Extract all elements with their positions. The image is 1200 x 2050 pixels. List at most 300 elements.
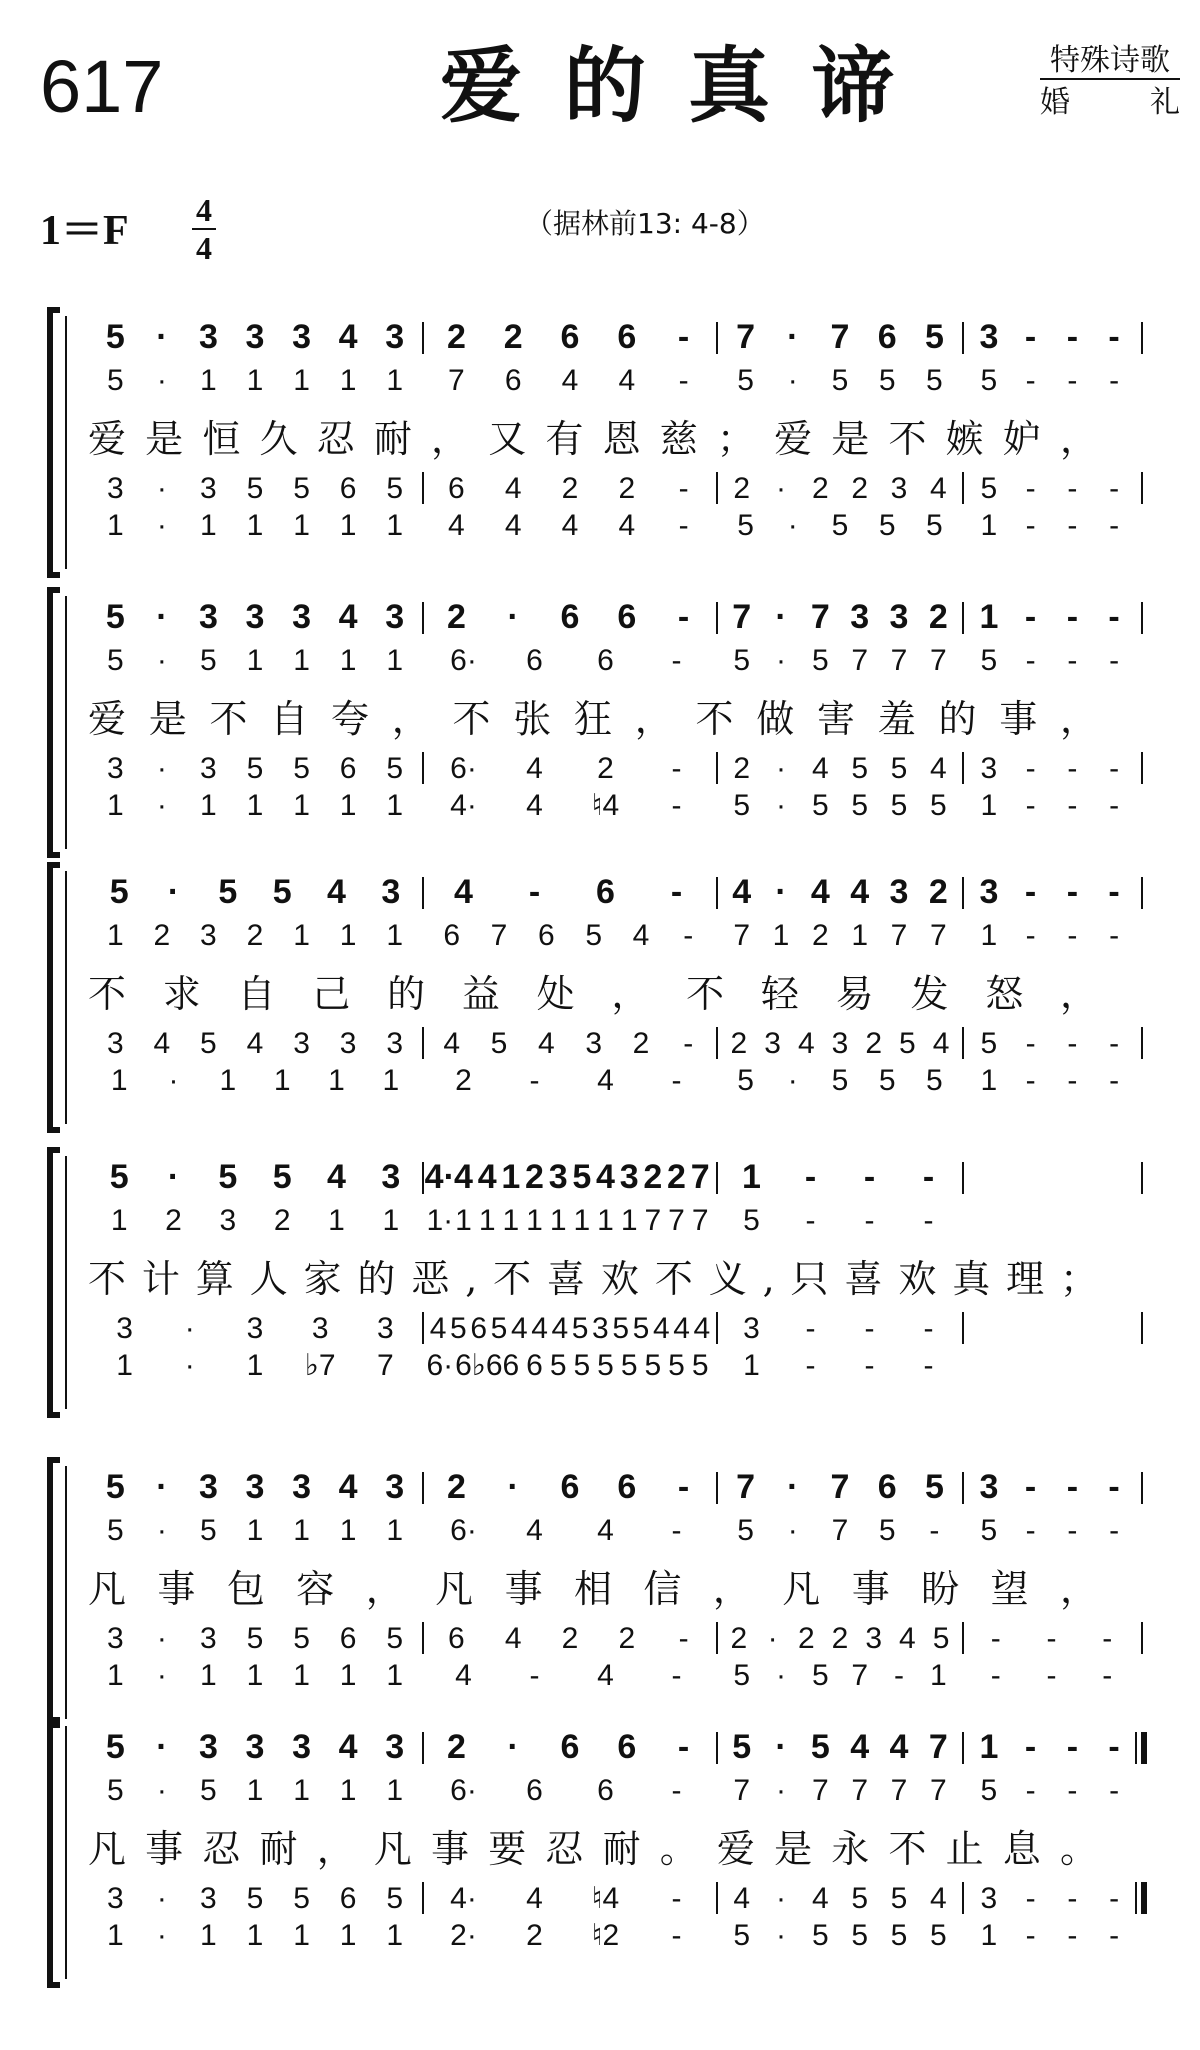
soprano-note: · [156,598,168,636]
alto-note: 7 [811,1774,829,1807]
bass-note: · [156,789,167,822]
tenor-note: 3 [980,752,998,785]
bass-note: - [1067,1064,1078,1097]
alto-note: 1 [293,364,310,397]
tenor-note: 5 [450,1312,467,1345]
tenor-note: 3 [311,1312,329,1345]
alto-note: - [1109,919,1120,952]
bass-note: ♭6 [471,1349,503,1382]
alto-note: 1 [328,1204,345,1237]
alto-note: 1 [293,1774,310,1807]
alto-note: 1 [455,1204,472,1237]
alto-note: - [1109,1514,1120,1547]
bass-note: ♮2 [591,1919,620,1952]
bass-note: - [990,1659,1001,1692]
alto-note: 5 [106,364,124,397]
tenor-note: 3 [200,1622,217,1655]
alto-note: 3 [200,919,217,952]
bass-note: 5 [890,1919,908,1952]
tenor-note: 2 [561,1622,579,1655]
soprano-note: 6 [877,1468,897,1506]
soprano-note: - [1066,598,1079,636]
tenor-note: · [776,472,786,505]
tenor-note: 2 [597,752,614,785]
soprano-note: · [507,1468,519,1506]
alto-note: 1 [339,919,357,952]
tenor-note: 5 [980,472,998,505]
tenor-note: 4 [929,752,947,785]
tenor-note: 5 [246,1622,264,1655]
soprano-note: 7 [732,598,752,636]
alto-note: 6· [450,644,477,677]
alto-note: 5 [743,1204,760,1237]
bass-note: 5 [926,509,943,542]
bass-note: 6 [526,1349,543,1382]
tenor-note: 5 [490,1312,508,1345]
bass-note: 1 [200,1919,217,1952]
tenor-note: 6 [470,1312,488,1345]
lyrics-line: 爱是不自夸，不张狂，不做害羞的事， [88,697,1098,741]
bass-note: · [156,509,167,542]
soprano-note: 6 [617,1728,637,1766]
bass-note: · [776,789,786,822]
tenor-note: - [1109,1882,1120,1915]
tenor-note: 2 [632,1027,650,1060]
tenor-note: - [1025,1027,1036,1060]
bass-note: 5 [737,1064,754,1097]
soprano-note: 2 [446,1728,466,1766]
soprano-note: 3 [245,1468,265,1506]
soprano-note: 1 [979,1728,999,1766]
soprano-note: 4 [596,1158,615,1196]
soprano-note: - [677,318,690,356]
soprano-note: 7 [810,598,830,636]
alto-note: · [156,644,167,677]
soprano-note: · [156,318,168,356]
soprano-note: 5 [572,1158,592,1196]
soprano-note: - [677,1468,690,1506]
scripture-reference: （据林前13: 4-8） [525,207,765,240]
bass-note: - [1102,1659,1113,1692]
bass-note: 4 [504,509,522,542]
hymn-subcategory: 婚礼 [1040,85,1180,120]
alto-note: - [1067,644,1078,677]
soprano-note: · [775,873,787,911]
soprano-note: 2 [525,1158,544,1196]
soprano-note: 5 [810,1728,830,1766]
key-signature: 1＝F [40,208,129,254]
hymn-title: 爱的真谛 [440,39,937,134]
tenor-note: 4 [733,1882,751,1915]
soprano-note: - [1066,1468,1079,1506]
alto-note: - [1067,919,1078,952]
soprano-note: - [1024,1468,1037,1506]
alto-note: 1· [426,1204,454,1237]
alto-note: 5 [733,644,751,677]
soprano-note: 5 [732,1728,752,1766]
bass-note: 2· [450,1919,477,1952]
soprano-note: 3 [979,1468,999,1506]
tenor-note: 6 [448,1622,465,1655]
lyrics-line: 凡事包容，凡事相信，凡事盼望， [88,1567,1098,1611]
tenor-note: 6 [339,1882,357,1915]
alto-note: 5 [926,364,943,397]
alto-note: 1 [573,1204,591,1237]
bass-note: 1 [219,1064,237,1097]
alto-note: 1 [339,364,357,397]
soprano-note: 4 [338,1468,358,1506]
tenor-note: 5 [386,1882,404,1915]
bass-note: 1 [106,509,124,542]
soprano-note: 2 [503,318,523,356]
alto-note: 1 [382,1204,400,1237]
bass-note: 5 [597,1349,614,1382]
bass-note: 1 [293,789,310,822]
alto-note: 1 [549,1204,567,1237]
alto-note: 1 [339,1514,357,1547]
alto-note: 1 [200,364,217,397]
alto-note: 6 [526,644,543,677]
tenor-note: 4 [504,472,522,505]
soprano-note: 6 [560,318,580,356]
alto-note: - [1067,364,1078,397]
tenor-note: 5 [890,752,908,785]
tenor-note: 2 [618,472,636,505]
soprano-note: - [1024,598,1037,636]
alto-note: 1 [339,1774,357,1807]
bass-note: 5 [668,1349,685,1382]
tenor-note: · [767,1622,778,1655]
alto-note: 1 [246,1774,264,1807]
tenor-note: 6 [339,752,357,785]
soprano-note: 3 [381,873,401,911]
soprano-note: - [1024,1728,1037,1766]
soprano-note: 3 [548,1158,568,1196]
soprano-note: 5 [272,873,292,911]
tenor-note: 4 [652,1312,670,1345]
alto-note: - [1025,644,1036,677]
alto-note: 1 [246,1514,264,1547]
tenor-note: 5 [293,472,310,505]
alto-note: 5 [811,644,829,677]
soprano-note: 5 [109,1158,129,1196]
alto-note: 6 [597,1774,614,1807]
tenor-note: - [1025,752,1036,785]
bass-note: 5 [878,509,896,542]
tenor-note: 4· [450,1882,477,1915]
bass-note: 6 [502,1349,520,1382]
alto-note: 1 [386,1774,404,1807]
bass-note: · [168,1064,179,1097]
soprano-note: - [922,1158,935,1196]
alto-note: 5 [106,1774,124,1807]
alto-note: 1 [386,919,404,952]
alto-note: - [1067,1774,1078,1807]
tenor-note: 3 [246,1312,264,1345]
bass-note: 1 [929,1659,947,1692]
tenor-note: 4 [246,1027,264,1060]
alto-note: - [864,1204,875,1237]
tenor-note: - [1025,1882,1036,1915]
lyrics-line: 爱是恒久忍耐，又有恩慈；爱是不嫉妒， [88,417,1098,461]
bass-note: 5 [733,789,751,822]
alto-note: - [929,1514,940,1547]
soprano-note: 3 [385,598,405,636]
tenor-note: · [156,1882,167,1915]
bass-note: 1 [386,789,404,822]
alto-note: 7 [851,1774,869,1807]
tenor-note: 3 [106,752,124,785]
alto-note: 2 [153,919,171,952]
bass-note: 1 [386,1919,404,1952]
tenor-note: 3 [585,1027,603,1060]
bass-note: - [671,789,682,822]
soprano-note: 2 [446,1468,466,1506]
soprano-note: 2 [446,318,466,356]
bass-note: - [529,1659,540,1692]
alto-note: 5 [106,644,124,677]
soprano-note: · [787,1468,799,1506]
soprano-note: 3 [198,1728,218,1766]
alto-note: 5 [980,364,998,397]
tenor-note: · [156,752,167,785]
soprano-note: 3 [245,1728,265,1766]
bass-note: 1 [339,1659,357,1692]
bass-note: 4· [450,789,477,822]
soprano-note: 4 [338,1728,358,1766]
alto-note: 7 [733,1774,751,1807]
tenor-note: - [678,1622,689,1655]
lyrics-line: 不求自己的益处，不轻易发怒， [88,972,1098,1016]
alto-note: - [671,1514,682,1547]
bass-note: 4 [455,1659,472,1692]
bass-note: 5 [929,1919,947,1952]
tenor-note: - [671,752,682,785]
tenor-note: 3 [890,472,908,505]
tenor-note: 4 [929,1882,947,1915]
tenor-note: · [156,1622,167,1655]
bass-note: 6· [426,1349,454,1382]
alto-note: · [156,1774,167,1807]
alto-note: 1 [339,644,357,677]
bass-note: · [184,1349,195,1382]
tenor-note: 2 [733,472,751,505]
bass-note: ♭7 [304,1349,336,1382]
tenor-note: - [1067,1882,1078,1915]
tenor-note: - [1109,752,1120,785]
bass-note: 4 [597,1064,614,1097]
bass-note: 1 [293,1919,310,1952]
alto-note: 1 [620,1204,638,1237]
alto-note: 1 [502,1204,520,1237]
soprano-note: 5 [924,318,944,356]
alto-note: · [156,1514,167,1547]
bass-note: 6 [455,1349,472,1382]
alto-note: 7 [929,919,947,952]
soprano-note: 4 [810,873,830,911]
tenor-note: 3 [377,1312,394,1345]
tenor-note: 6 [339,1622,357,1655]
tenor-note: 2 [831,1622,849,1655]
alto-note: 5 [106,1514,124,1547]
alto-note: · [776,1774,786,1807]
alto-note: - [1025,364,1036,397]
bass-note: - [1025,1919,1036,1952]
tenor-note: 5 [612,1312,630,1345]
soprano-note: 6 [596,873,615,911]
alto-note: 5 [585,919,603,952]
alto-note: 7 [929,644,947,677]
alto-note: 1 [386,364,404,397]
soprano-note: · [775,598,787,636]
bass-note: 1 [980,1919,998,1952]
alto-note: 5 [980,644,998,677]
alto-note: 7 [668,1204,685,1237]
soprano-note: 4 [327,873,346,911]
bass-note: 1 [106,1659,124,1692]
soprano-note: 4 [889,1728,909,1766]
tenor-note: · [776,752,786,785]
bass-note: · [156,1919,167,1952]
soprano-note: - [670,873,683,911]
soprano-note: · [156,1728,168,1766]
tenor-note: 5 [490,1027,508,1060]
alto-note: 1 [526,1204,543,1237]
tenor-note: 2 [730,1027,748,1060]
tenor-note: 5 [890,1882,908,1915]
alto-note: 5 [980,1774,998,1807]
alto-note: 7 [851,644,869,677]
soprano-note: - [1024,873,1037,911]
soprano-note: 3 [385,1728,405,1766]
tenor-note: - [1046,1622,1057,1655]
tenor-note: - [1067,752,1078,785]
tenor-note: - [1109,472,1120,505]
soprano-note: · [787,318,799,356]
system-5 [50,1460,1142,1725]
bass-note: 5 [811,1659,829,1692]
alto-note: 2 [246,919,264,952]
system-brace [50,1150,60,1415]
bass-note: - [1067,509,1078,542]
alto-note: 6 [443,919,461,952]
soprano-note: - [1066,1728,1079,1766]
bass-note: 1 [200,789,217,822]
tenor-note: 4 [811,752,829,785]
alto-note: 1 [293,919,310,952]
tenor-note: 3 [764,1027,781,1060]
soprano-note: - [677,598,690,636]
system-brace [50,310,60,575]
bass-note: 5 [851,789,869,822]
time-signature-top: 4 [196,192,212,228]
time-signature-bottom: 4 [196,230,212,266]
soprano-note: 3 [292,598,312,636]
soprano-note: 5 [218,1158,238,1196]
tenor-note: 3 [386,1027,404,1060]
tenor-note: 3 [980,1882,998,1915]
alto-note: 7 [490,919,508,952]
soprano-note: 3 [619,1158,639,1196]
soprano-note: 4 [850,1728,870,1766]
alto-note: 5 [831,364,849,397]
bass-note: 5 [831,509,849,542]
tenor-note: - [678,472,689,505]
tenor-note: 3 [831,1027,849,1060]
alto-note: 5 [737,364,754,397]
tenor-note: 5 [246,1882,264,1915]
tenor-note: 4 [153,1027,171,1060]
alto-note: - [678,364,689,397]
bass-note: 4 [561,509,579,542]
alto-note: 4 [597,1514,614,1547]
tenor-note: ♮4 [591,1882,620,1915]
alto-note: 1 [386,644,404,677]
alto-note: 5 [200,644,217,677]
bass-note: 1 [293,1659,310,1692]
bass-note: 1 [246,1349,264,1382]
soprano-note: · [167,873,180,911]
tenor-note: 2 [851,472,869,505]
soprano-note: 5 [105,598,125,636]
tenor-note: 3 [200,1882,217,1915]
bass-note: 5 [929,789,947,822]
bass-note: 4 [448,509,465,542]
bass-note: 1 [339,789,357,822]
soprano-note: 3 [979,318,999,356]
alto-note: - [1025,919,1036,952]
soprano-note: 3 [850,598,870,636]
tenor-note: 5 [386,752,404,785]
tenor-note: 4 [526,1882,543,1915]
lyrics-line: 凡事忍耐，凡事要忍耐。爱是永不止息。 [88,1827,1098,1871]
alto-note: 1 [293,1514,310,1547]
bass-note: 5 [811,789,829,822]
soprano-note: 3 [292,318,312,356]
soprano-note: 2 [643,1158,663,1196]
soprano-note: 1 [979,598,999,636]
tenor-note: 5 [293,752,310,785]
tenor-note: 5 [851,1882,869,1915]
tenor-note: 4 [551,1312,569,1345]
tenor-note: 4 [693,1312,711,1345]
tenor-note: 4 [510,1312,528,1345]
system-3 [50,865,1142,1130]
alto-note: 1 [246,364,264,397]
tenor-note: 4 [537,1027,555,1060]
tenor-note: 5 [632,1312,650,1345]
bass-note: 1 [328,1064,345,1097]
bass-note: - [671,1659,682,1692]
tenor-note: - [1067,1027,1078,1060]
tenor-note: 5 [851,752,869,785]
bass-note: - [1109,509,1120,542]
tenor-note: 3 [200,752,217,785]
tenor-note: 3 [106,472,124,505]
tenor-note: 5 [932,1622,950,1655]
tenor-note: 5 [246,752,264,785]
alto-note: 6· [450,1514,477,1547]
soprano-note: 3 [198,1468,218,1506]
alto-note: 4 [618,364,636,397]
alto-note: 5 [878,1514,896,1547]
tenor-note: 6· [450,752,477,785]
soprano-note: 4 [338,598,358,636]
alto-note: 1 [980,919,998,952]
alto-note: 5 [878,364,896,397]
alto-note: - [671,1774,682,1807]
soprano-note: - [1066,873,1079,911]
